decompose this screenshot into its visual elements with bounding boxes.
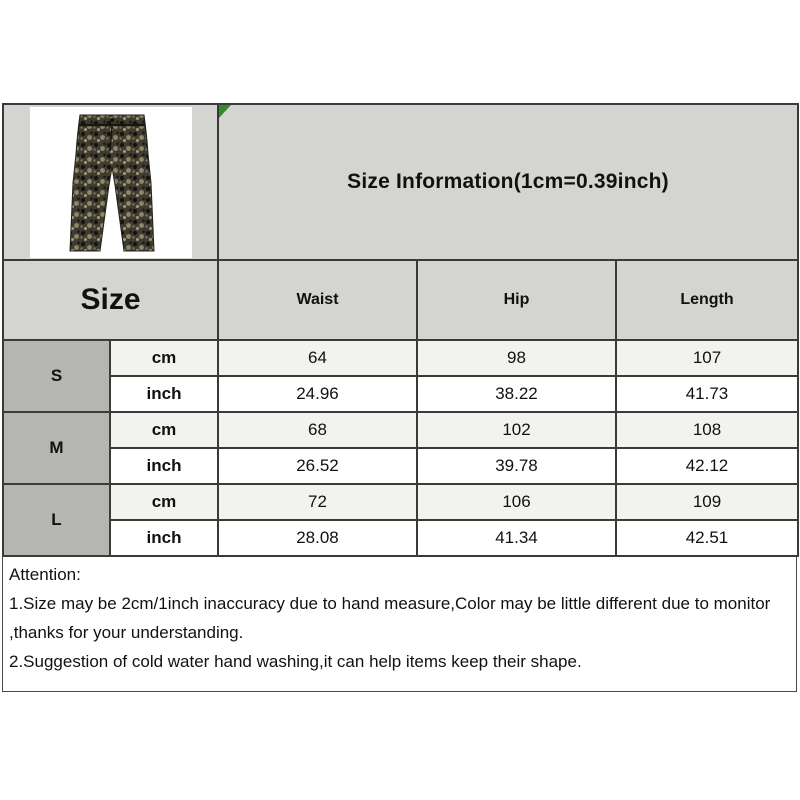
- leopard-pants-image: [41, 109, 181, 256]
- cell-corner-marker-icon: [219, 105, 231, 118]
- cell-m-waist-cm: 68: [218, 412, 417, 448]
- size-label-m: M: [3, 412, 110, 484]
- attention-notes: [2, 557, 797, 692]
- cell-m-hip-cm: 102: [417, 412, 616, 448]
- cell-m-waist-inch: 26.52: [218, 448, 417, 484]
- table-row-m-inch: [3, 448, 798, 484]
- unit-label-inch: inch: [110, 448, 218, 484]
- cell-l-waist-inch: 28.08: [218, 520, 417, 556]
- cell-s-waist-cm: 64: [218, 340, 417, 376]
- cell-l-length-cm: 109: [616, 484, 798, 520]
- table-row-m-cm: [3, 412, 798, 448]
- size-chart-table: [2, 103, 799, 557]
- unit-label-cm: cm: [110, 412, 218, 448]
- cell-s-length-cm: 107: [616, 340, 798, 376]
- cell-l-hip-inch: 41.34: [417, 520, 616, 556]
- column-header-length: Length: [616, 260, 798, 340]
- cell-s-hip-inch: 38.22: [417, 376, 616, 412]
- column-header-waist: Waist: [218, 260, 417, 340]
- attention-note-1: 1.Size may be 2cm/1inch inaccuracy due to hand measure,Color may be little different due to monitor ,thanks for your understanding.: [9, 594, 771, 642]
- product-photo-frame: [30, 107, 192, 258]
- unit-label-inch: inch: [110, 520, 218, 556]
- column-header-hip: Hip: [417, 260, 616, 340]
- table-row-l-inch: [3, 520, 798, 556]
- table-row-s-cm: [3, 340, 798, 376]
- table-row-l-cm: [3, 484, 798, 520]
- cell-l-waist-cm: 72: [218, 484, 417, 520]
- size-chart-container: [2, 103, 797, 692]
- size-label-l: L: [3, 484, 110, 556]
- cell-l-length-inch: 42.51: [616, 520, 798, 556]
- product-image-cell: [3, 104, 218, 260]
- pants-button: [110, 118, 114, 122]
- cell-m-hip-inch: 39.78: [417, 448, 616, 484]
- cell-s-length-inch: 41.73: [616, 376, 798, 412]
- table-row-s-inch: [3, 376, 798, 412]
- cell-l-hip-cm: 106: [417, 484, 616, 520]
- size-info-title: Size Information(1cm=0.39inch): [347, 170, 669, 193]
- unit-label-inch: inch: [110, 376, 218, 412]
- attention-note-2: 2.Suggestion of cold water hand washing,it can help items keep their shape.: [9, 652, 582, 671]
- image-title-row: [3, 104, 798, 260]
- unit-label-cm: cm: [110, 484, 218, 520]
- cell-s-hip-cm: 98: [417, 340, 616, 376]
- column-header-row: [3, 260, 798, 340]
- cell-m-length-inch: 42.12: [616, 448, 798, 484]
- cell-s-waist-inch: 24.96: [218, 376, 417, 412]
- size-header: Size: [3, 260, 218, 340]
- title-cell: [218, 104, 798, 260]
- size-label-s: S: [3, 340, 110, 412]
- unit-label-cm: cm: [110, 340, 218, 376]
- attention-heading: Attention:: [9, 565, 81, 584]
- cell-m-length-cm: 108: [616, 412, 798, 448]
